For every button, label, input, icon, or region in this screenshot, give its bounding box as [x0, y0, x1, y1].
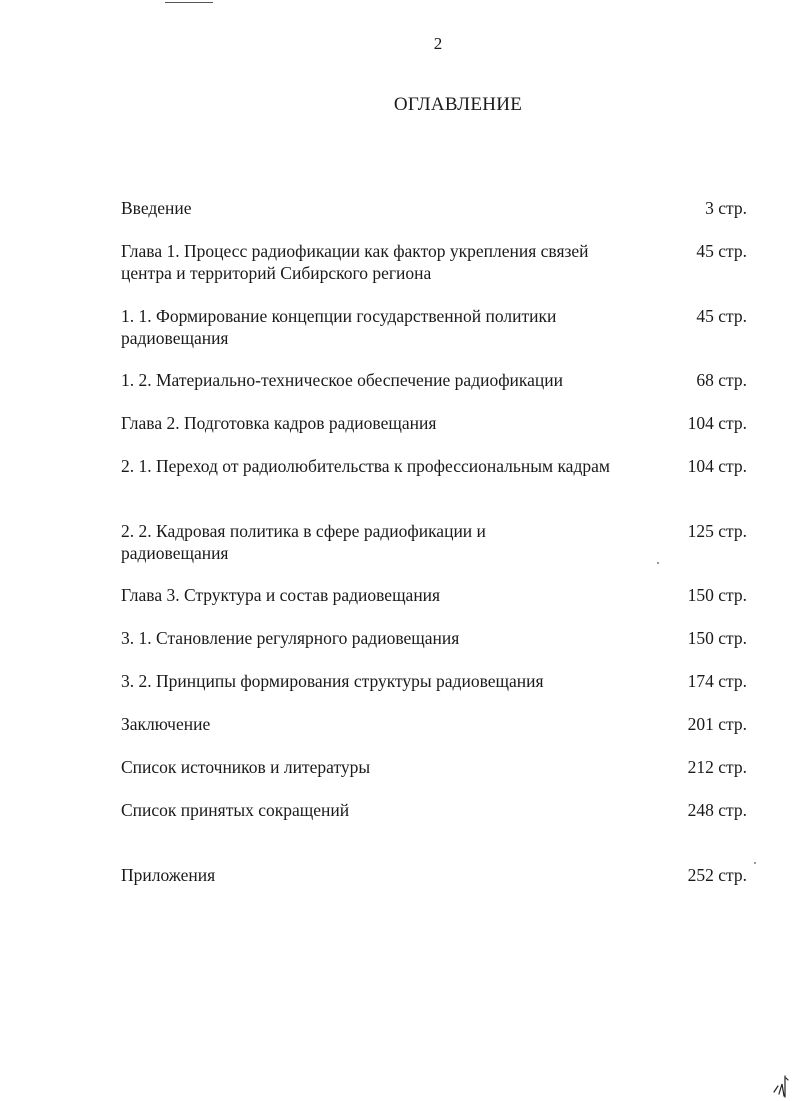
- toc-entry-title: Глава 2. Подготовка кадров радиовещания: [121, 413, 437, 433]
- handwritten-mark-icon: [772, 1070, 790, 1098]
- toc-entry-title: Глава 1. Процесс радиофикации как фактор укрепления связей центра и территорий Сибирского региона: [121, 241, 589, 283]
- toc-entry-sources: [121, 756, 751, 778]
- toc-entry-page: 252 стр.: [687, 865, 747, 885]
- toc-entry-title: 2. 1. Переход от радиолюбительства к профессиональным кадрам: [121, 456, 610, 476]
- toc-entry-page: 201 стр.: [687, 714, 747, 734]
- toc-entry-page: 45 стр.: [696, 241, 747, 261]
- toc-entry-title: 1. 2. Материально-техническое обеспечение радиофикации: [121, 370, 564, 390]
- toc-entry-page: 248 стр.: [687, 800, 747, 820]
- scan-mark-line: [165, 2, 213, 3]
- toc-entry-section-3-1: [121, 627, 751, 649]
- toc-entry-abbreviations: [121, 799, 751, 821]
- toc-entry-chapter-2: [121, 412, 751, 434]
- toc-entry-section-3-2: [121, 670, 751, 692]
- toc-entry-title: Список источников и литературы: [121, 757, 371, 777]
- toc-entry-title: 2. 2. Кадровая политика в сфере радиофикации и радиовещания: [121, 521, 486, 563]
- toc-entry-section-1-2: [121, 369, 751, 391]
- scan-speck: [657, 562, 659, 564]
- toc-entry-title: Введение: [121, 198, 192, 218]
- toc-entry-title: Заключение: [121, 714, 211, 734]
- toc-entry-title: 3. 2. Принципы формирования структуры радиовещания: [121, 671, 544, 691]
- table-of-contents-heading: ОГЛАВЛЕНИЕ: [393, 94, 523, 115]
- toc-entry-title: Глава 3. Структура и состав радиовещания: [121, 585, 441, 605]
- toc-entry-page: 45 стр.: [696, 306, 747, 326]
- toc-entry-section-2-1: [121, 455, 751, 477]
- toc-entry-chapter-1: [121, 240, 751, 284]
- toc-entry-chapter-3: [121, 584, 751, 606]
- toc-entry-page: 3 стр.: [705, 198, 747, 218]
- toc-entry-title: Приложения: [121, 865, 216, 885]
- toc-entry-title: 3. 1. Становление регулярного радиовещания: [121, 628, 460, 648]
- toc-entry-page: 212 стр.: [687, 757, 747, 777]
- toc-entry-title: Список принятых сокращений: [121, 800, 350, 820]
- scan-speck: [754, 862, 756, 864]
- toc-entry-page: 68 стр.: [696, 370, 747, 390]
- toc-entry-page: 104 стр.: [687, 413, 747, 433]
- toc-entry-section-2-2: [121, 520, 751, 564]
- toc-entry-page: 104 стр.: [687, 456, 747, 476]
- toc-entry-page: 125 стр.: [687, 521, 747, 541]
- toc-entry-introduction: [121, 197, 751, 219]
- toc-entry-conclusion: [121, 713, 751, 735]
- toc-entry-section-1-1: [121, 305, 751, 349]
- toc-entry-page: 150 стр.: [687, 628, 747, 648]
- toc-entry-appendices: [121, 864, 751, 886]
- page-number: 2: [433, 34, 443, 53]
- toc-entry-page: 150 стр.: [687, 585, 747, 605]
- toc-entry-title: 1. 1. Формирование концепции государственной политики радиовещания: [121, 306, 557, 348]
- toc-entry-page: 174 стр.: [687, 671, 747, 691]
